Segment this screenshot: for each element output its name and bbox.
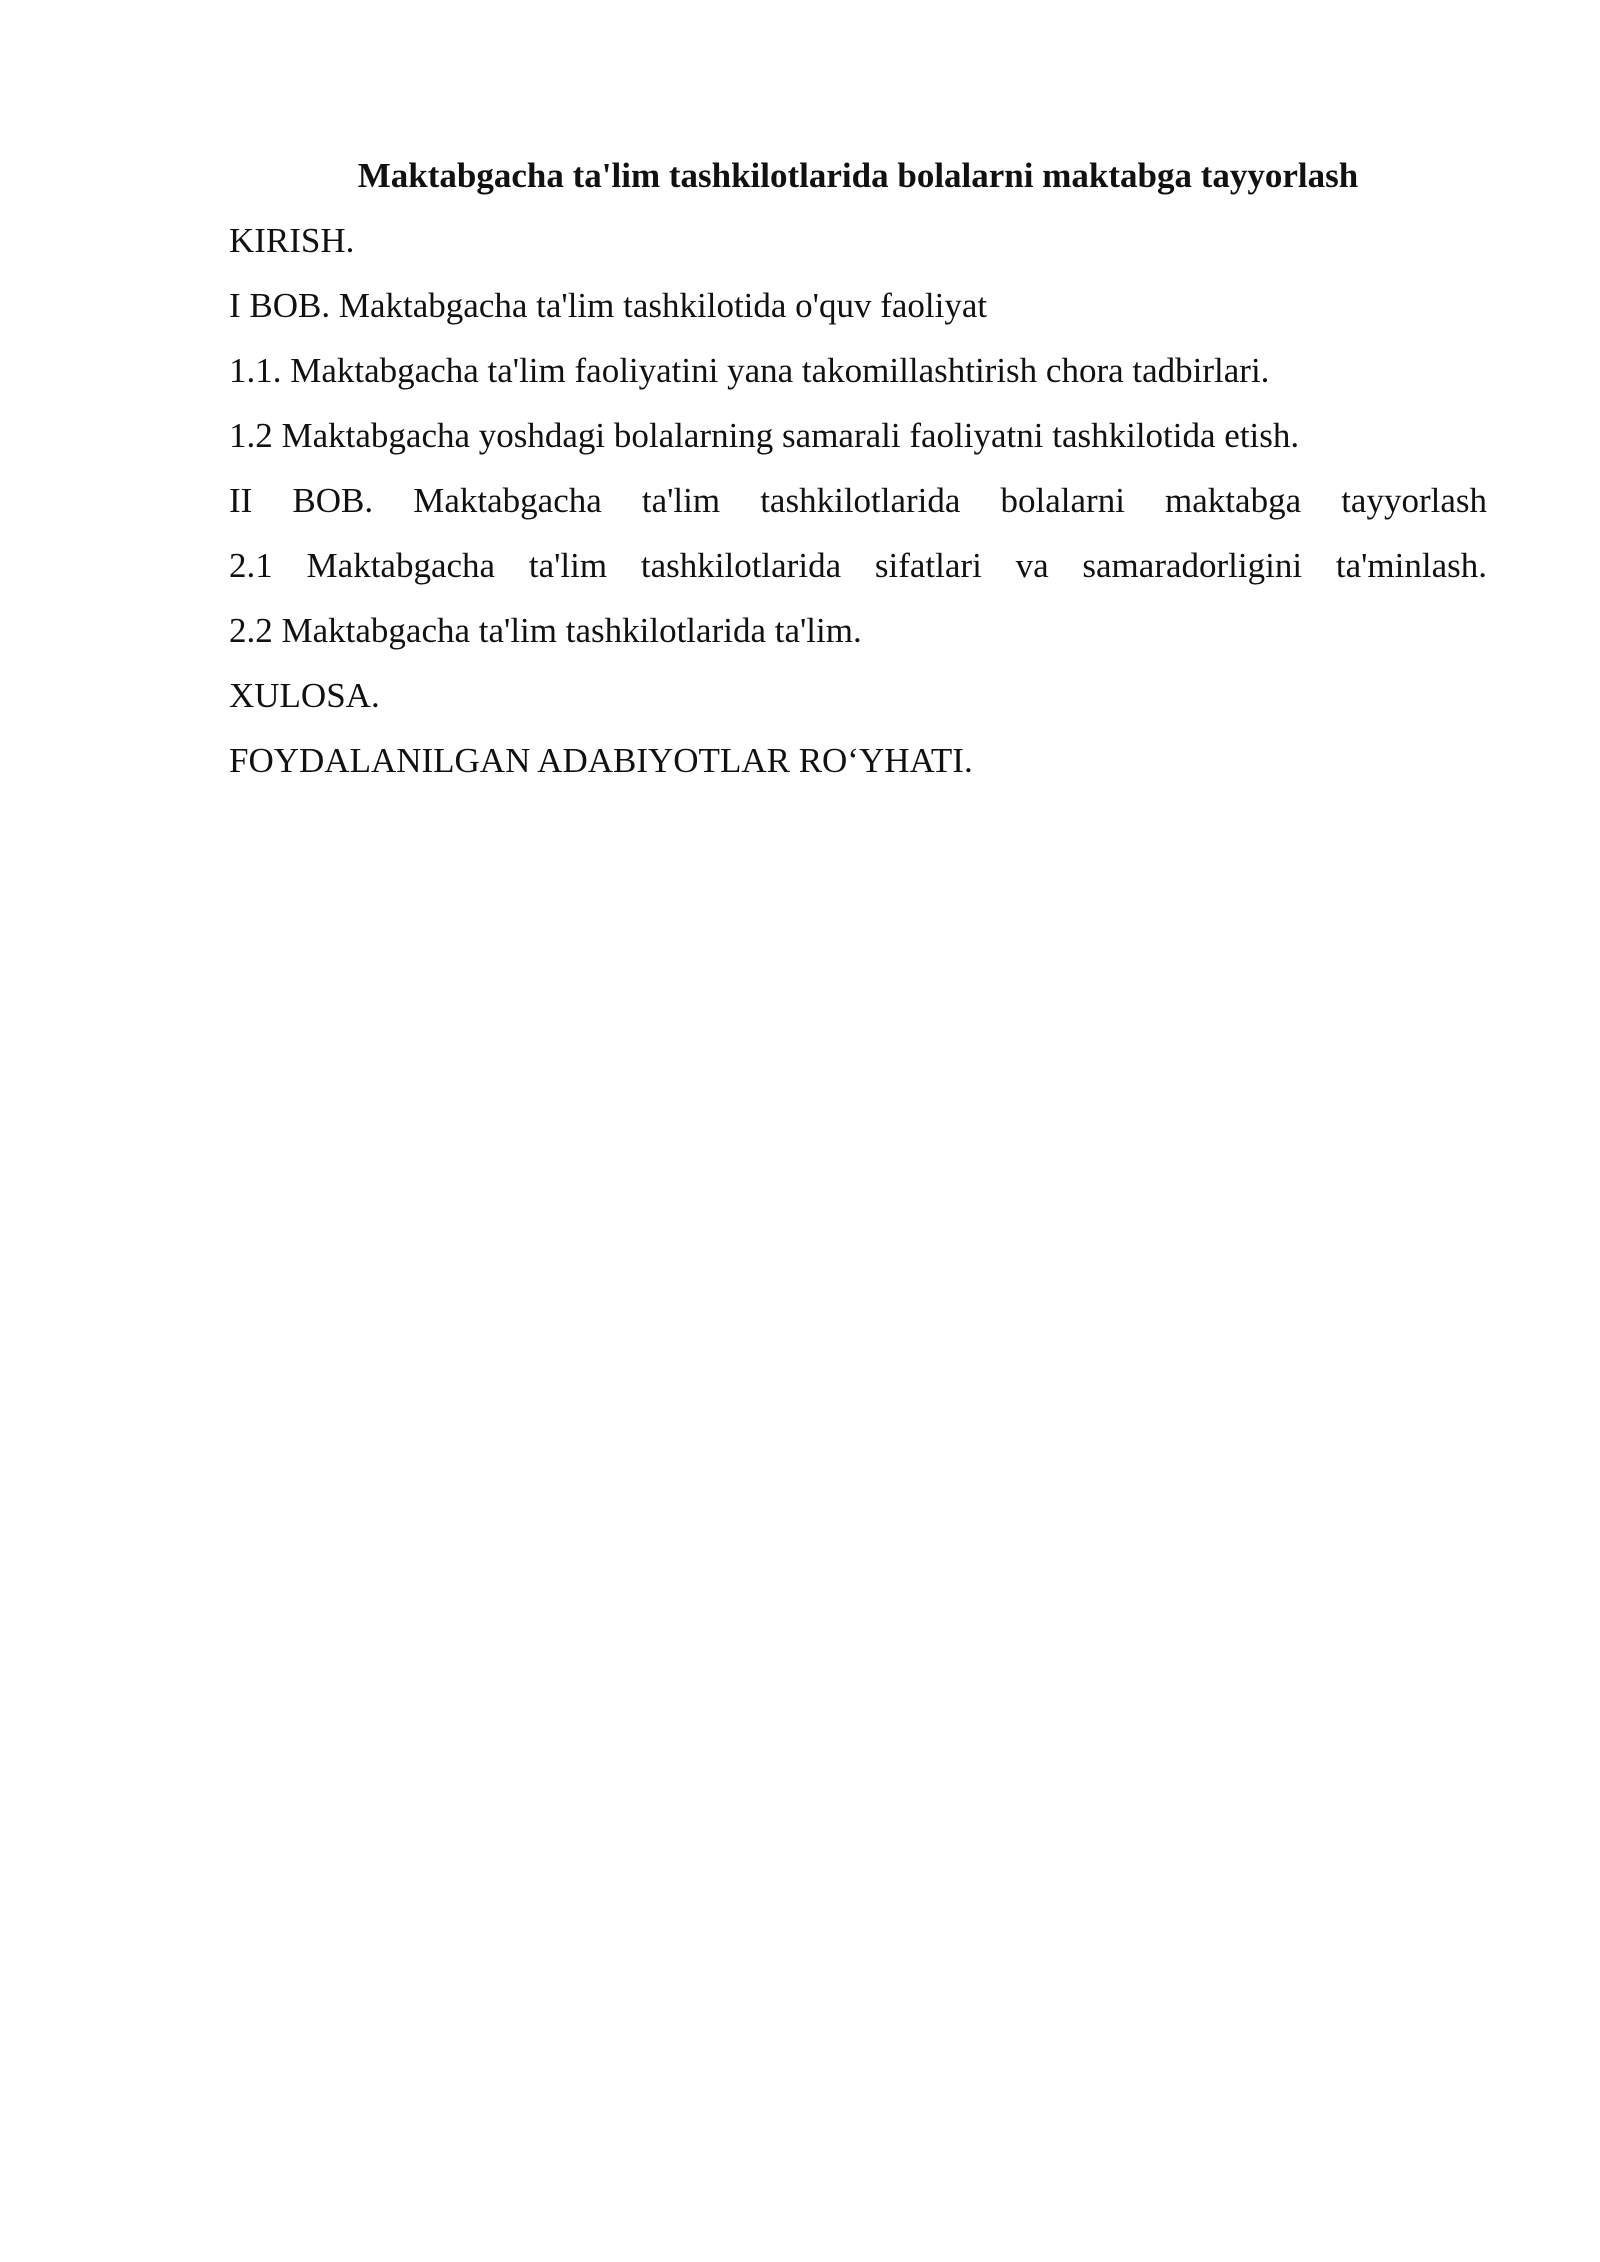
toc-item-2-1: 2.1 Maktabgacha ta'lim tashkilotlarida sifatlari va samaradorligini ta'minlash. [229, 546, 1487, 585]
toc-item-chapter-2: II BOB. Maktabgacha ta'lim tashkilotlarida bolalarni maktabga tayyorlash [229, 481, 1487, 520]
toc-item-chapter-1: I BOB. Maktabgacha ta'lim tashkilotida o'quv faoliyat [229, 286, 988, 325]
document-content [229, 144, 1487, 793]
toc-item-2-2: 2.2 Maktabgacha ta'lim tashkilotlarida ta'lim. [229, 611, 862, 650]
toc-item-1-2: 1.2 Maktabgacha yoshdagi bolalarning samarali faoliyatni tashkilotida etish. [229, 416, 1300, 455]
document-title-text: Maktabgacha ta'lim tashkilotlarida bolalarni maktabga tayyorlash [357, 156, 1359, 195]
document-title [229, 144, 1487, 208]
toc-item-1-1: 1.1. Maktabgacha ta'lim faoliyatini yana takomillashtirish chora tadbirlari. [229, 351, 1270, 390]
toc-item-kirish: KIRISH. [229, 221, 355, 260]
toc-item-xulosa: XULOSA. [229, 676, 380, 715]
toc-item-references: FOYDALANILGAN ADABIYOTLAR RO‘YHATI. [229, 741, 973, 780]
